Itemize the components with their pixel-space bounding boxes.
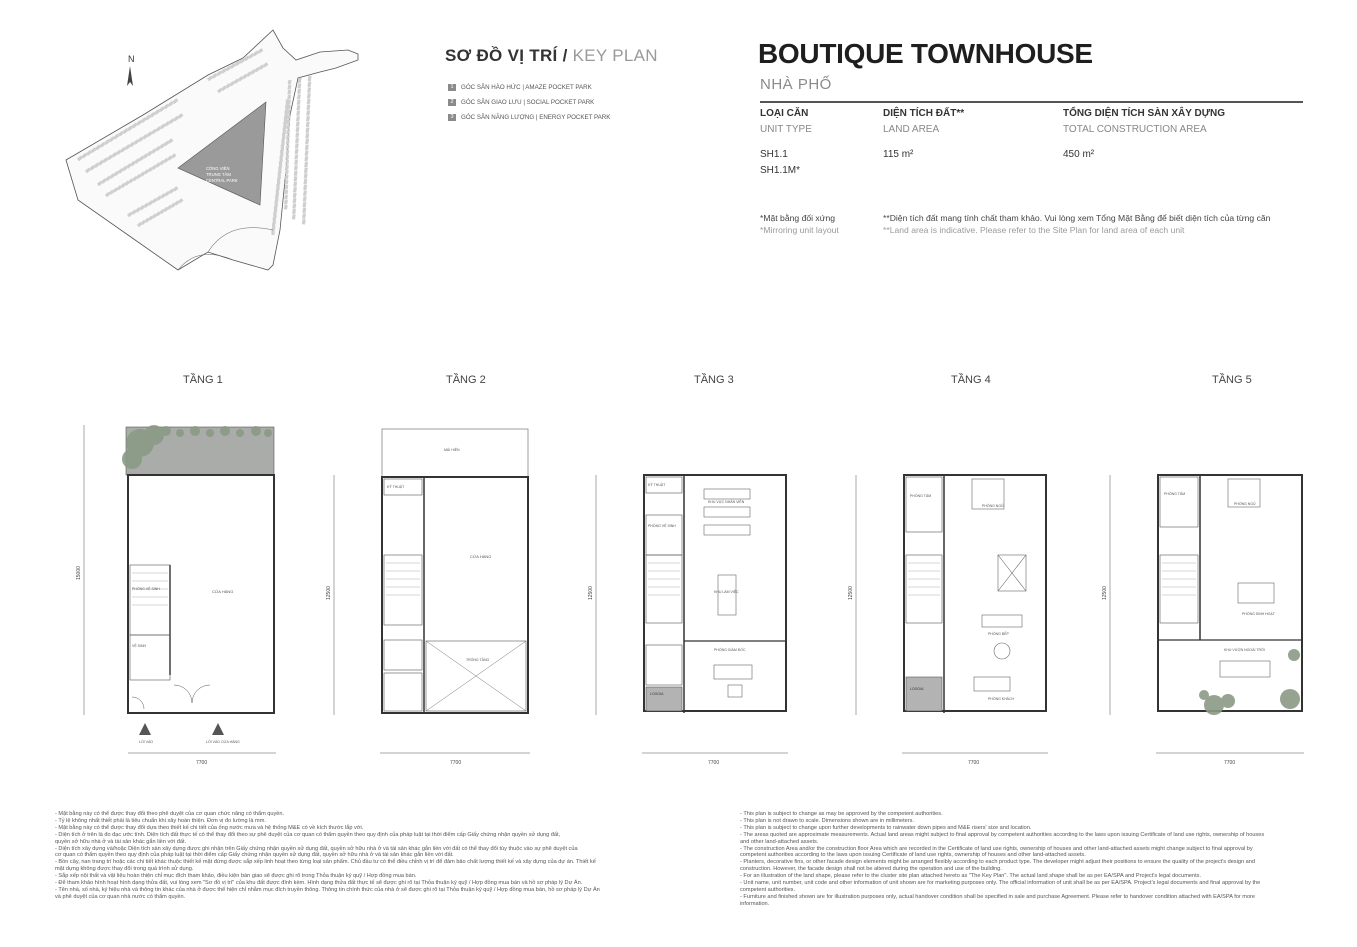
house-unit xyxy=(164,159,167,162)
disclaimer-line: cơ quan có thẩm quyền theo quy định của pháp luật tại thời điểm cấp Giấy chứng nhận quyền sử dụng đất, quyền sở hữu nhà ở và tài sản khác gắn liền với đất. xyxy=(55,852,454,859)
room-label-f5-living: PHÒNG SINH HOẠT xyxy=(1242,612,1275,616)
house-unit xyxy=(133,177,136,180)
house-unit xyxy=(306,156,307,161)
legend-item xyxy=(448,95,610,110)
house-unit xyxy=(157,164,160,167)
house-unit xyxy=(297,127,298,132)
floor-4-width-dim: 7700 xyxy=(968,760,980,766)
house-unit xyxy=(142,221,145,224)
house-unit xyxy=(295,187,296,192)
house-unit xyxy=(299,78,300,83)
house-unit xyxy=(264,63,268,66)
room-label-f4-bed: PHÒNG NGỦ xyxy=(982,504,1004,508)
room-label-f3-work: KHU LÀM VIỆC xyxy=(714,590,739,594)
house-unit xyxy=(306,145,307,150)
house-unit xyxy=(222,87,226,90)
disclaimer-line: - The construction Area and/or the construction floor Area which are recorded in the Certificate of land use rights, ownership of houses and other land-attached assets might change subject to final approval by xyxy=(740,845,1253,852)
house-unit xyxy=(306,151,307,156)
house-unit xyxy=(287,155,288,159)
house-unit xyxy=(110,191,113,194)
house-unit xyxy=(164,208,167,211)
disclaimer-line: và phê duyệt của cơ quan nhà nước có thẩm quyền. xyxy=(55,893,186,900)
house-unit xyxy=(149,168,152,171)
house-unit xyxy=(295,176,296,181)
house-unit xyxy=(288,130,289,134)
house-unit xyxy=(289,95,290,99)
house-unit xyxy=(288,115,289,119)
disclaimer-line: - For an illustration of the land shape, please refer to the cluster site plan attached hereto as "The Key Plan". The actual land shape shall be as per EA/SPA and Project's legal documents. xyxy=(740,873,1201,880)
house-unit xyxy=(287,140,288,144)
house-unit xyxy=(288,120,289,124)
house-unit xyxy=(125,182,128,185)
house-unit xyxy=(168,157,171,160)
disclaimer-line: construction. However, the facade design shall not be altered during the operation and use of the building. xyxy=(740,866,1002,873)
house-unit xyxy=(288,110,289,114)
house-unit xyxy=(161,194,165,197)
room-label-f3-loggia: LOGGIA xyxy=(650,692,664,696)
key-plan-legend xyxy=(448,80,610,125)
house-unit xyxy=(287,150,288,154)
house-unit xyxy=(298,100,299,105)
disclaimer-vietnamese xyxy=(55,811,655,901)
legend-item xyxy=(448,110,610,125)
house-unit xyxy=(304,208,305,213)
house-unit xyxy=(218,89,222,92)
floor-plan-2 xyxy=(320,415,540,775)
key-plan-title xyxy=(445,46,658,66)
room-label-f1-main: CỬA HÀNG xyxy=(212,589,234,594)
floor-2-width-dim: 7700 xyxy=(450,760,462,766)
house-unit xyxy=(297,138,298,143)
house-unit xyxy=(286,190,287,194)
floor-plan-5 xyxy=(1094,415,1314,775)
house-unit xyxy=(286,175,287,179)
house-unit xyxy=(303,219,304,224)
house-unit xyxy=(132,211,136,214)
house-unit xyxy=(239,77,243,80)
house-unit xyxy=(295,171,296,176)
house-unit xyxy=(304,196,305,201)
house-unit xyxy=(287,165,288,169)
disclaimer-line: - Bồn cây, nan trang trí hoặc các chi tiết khác thuộc thiết kế mặt đứng được sắp xếp linh hoạt theo từng loại sản phẩm. Chủ đầu tư có thể điều chỉnh vị trí để đảm bảo chất lượng thiết kế và xây dựng của dự án. Thiết kế xyxy=(55,859,596,866)
house-unit xyxy=(141,206,145,209)
land-area-heading-en: LAND AREA xyxy=(883,124,940,135)
construction-area-heading-en: TOTAL CONSTRUCTION AREA xyxy=(1063,124,1207,135)
room-label-f1-bed: PHÒNG VỆ SINH xyxy=(132,587,160,591)
house-unit xyxy=(308,116,309,121)
house-unit xyxy=(296,149,297,154)
unit-type-heading: LOẠI CĂN xyxy=(760,108,809,119)
mirror-note-en: *Mirroring unit layout xyxy=(760,225,839,235)
house-unit xyxy=(299,89,300,94)
house-unit xyxy=(157,197,161,200)
floor-1-depth-dim: 15000 xyxy=(76,566,82,580)
house-unit xyxy=(231,82,235,85)
house-unit xyxy=(289,85,290,89)
entry-label-1: LỐI VÀO xyxy=(139,740,154,744)
house-unit xyxy=(289,90,290,94)
house-unit xyxy=(118,186,121,189)
north-arrow-icon xyxy=(127,66,133,86)
entry-arrow-icon xyxy=(139,723,151,735)
legend-number: 3 xyxy=(448,114,456,121)
house-unit xyxy=(304,214,305,219)
room-label-f3-meeting: PHÒNG GIÁM ĐỐC xyxy=(714,648,746,652)
house-unit xyxy=(307,139,308,144)
central-park-label-3: CENTRAL PARK xyxy=(206,178,238,183)
house-unit xyxy=(308,110,309,115)
construction-area-value: 450 m² xyxy=(1063,149,1095,160)
disclaimer-line: - The areas quoted are approximate measurements. Actual land areas might subject to final approval by competent authorities according to the laws upon issuing Certificate of land use rights, ownership of houses xyxy=(740,831,1265,838)
house-unit xyxy=(153,215,156,218)
room-label-f5-bed: PHÒNG NGỦ xyxy=(1234,502,1256,506)
disclaimer-line: information. xyxy=(740,900,770,907)
house-unit xyxy=(157,212,160,215)
house-unit xyxy=(307,122,308,127)
floor-5-width-dim: 7700 xyxy=(1224,760,1236,766)
house-unit xyxy=(293,215,294,220)
house-unit xyxy=(129,179,132,182)
house-unit xyxy=(161,210,164,213)
room-label-f5-bath: PHÒNG TẮM xyxy=(1164,492,1186,496)
room-label-f4-living: PHÒNG KHÁCH xyxy=(988,697,1015,701)
house-unit xyxy=(295,165,296,170)
house-unit xyxy=(306,162,307,167)
north-label: N xyxy=(128,54,135,64)
house-unit xyxy=(296,154,297,159)
floor-plan-3 xyxy=(578,415,798,775)
house-unit xyxy=(307,133,308,138)
house-unit xyxy=(114,189,117,192)
house-unit xyxy=(172,204,175,207)
house-unit xyxy=(297,133,298,138)
disclaimer-line: - Planters, decorative fins, or other facade design elements might be arranged flexibly according to each product type. The developer might adjust their positions to ensure the quality of the project's design and xyxy=(740,859,1255,866)
house-unit xyxy=(305,173,306,178)
central-park-label-2: TRUNG TÂM xyxy=(206,172,231,177)
land-note-en: **Land area is indicative. Please refer to the Site Plan for land area of each unit xyxy=(883,225,1185,235)
house-unit xyxy=(289,80,290,84)
house-unit xyxy=(146,219,149,222)
house-unit xyxy=(308,105,309,110)
house-unit xyxy=(138,223,141,226)
house-unit xyxy=(251,70,255,73)
room-label-f3-tech: KỸ THUẬT xyxy=(648,483,666,487)
house-unit xyxy=(166,192,170,195)
house-unit xyxy=(136,208,140,211)
house-unit xyxy=(294,209,295,214)
unit-code-2: SH1.1M* xyxy=(760,165,801,176)
disclaimer-line: - This plan is subject to change upon further developments to rainwater down pipes and M&E risers' size and location. xyxy=(740,824,1032,831)
house-unit xyxy=(298,105,299,110)
house-unit xyxy=(137,175,140,178)
unit-code-1: SH1.1 xyxy=(760,149,788,160)
disclaimer-line: and other land-attached assets. xyxy=(740,838,819,845)
disclaimer-line: - This plan is subject to change as may be approved by the competent authorities. xyxy=(740,811,943,817)
legend-item xyxy=(448,80,610,95)
room-label-f2-balcony: MÁI HIÊN xyxy=(444,448,460,452)
house-unit xyxy=(287,160,288,164)
house-unit xyxy=(243,75,247,78)
disclaimer-line: quyền sở hữu nhà ở và tài sản khác gắn liền với đất. xyxy=(55,838,187,845)
house-unit xyxy=(309,87,310,92)
disclaimer-line: - Unit name, unit number, unit code and other information of unit shown are for marketing purposes only. The official information of unit shall be as per EA/SPA. Project's legal documents and final approval by the xyxy=(740,880,1261,887)
house-unit xyxy=(305,185,306,190)
house-unit xyxy=(308,99,309,104)
room-label-f1-wc: VỆ SINH xyxy=(132,644,147,648)
house-unit xyxy=(294,198,295,203)
floor-1-width-dim: 7700 xyxy=(196,760,208,766)
house-unit xyxy=(305,179,306,184)
floor-3-depth-dim: 12500 xyxy=(588,586,594,600)
floor-label-4: TẦNG 4 xyxy=(951,374,991,386)
disclaimer-line: - Diện tích xây dựng và/hoặc Diện tích sàn xây dựng được ghi nhận trên Giấy chứng nhận quyền sử dụng đất, quyền sở hữu nhà ở và tài sản khác gắn liền với đất có thể thay đổi tùy thuộc vào sự phê duyệt của xyxy=(55,845,578,852)
house-unit xyxy=(168,206,171,209)
house-unit xyxy=(294,204,295,209)
house-unit xyxy=(172,154,175,157)
house-unit xyxy=(153,166,156,169)
house-unit xyxy=(298,111,299,116)
house-unit xyxy=(260,66,264,69)
house-unit xyxy=(145,204,149,207)
house-unit xyxy=(285,205,286,209)
disclaimer-line: mặt dựng không được thay đổi trong quá trình sử dụng. xyxy=(55,866,194,873)
floor-plan-1 xyxy=(70,415,290,775)
house-unit xyxy=(298,94,299,99)
house-unit xyxy=(288,135,289,139)
house-unit xyxy=(122,184,125,187)
disclaimer-line: - Mặt bằng này có thể được thay đổi dựa theo thiết kế chi tiết của ống nước mưa và hệ thống M&E có về kích thước lắp với. xyxy=(55,824,364,831)
room-label-f2-main: CỬA HÀNG xyxy=(470,554,492,559)
house-unit xyxy=(286,180,287,184)
house-unit xyxy=(286,200,287,204)
house-unit xyxy=(287,145,288,149)
disclaimer-line: - Diện tích ở trên là đo đạc ước tính. Diện tích đất thực tế có thể thay đổi theo sự phê duyệt của cơ quan có thẩm quyền theo quy định của pháp luật tại thời điểm cấp Giấy chứng nhận quyền sử dụng đất, xyxy=(55,831,561,838)
room-label-f4-loggia: LOGGIA xyxy=(910,687,924,691)
room-label-f5-terrace: KHU VƯỜN NGOÀI TRỜI xyxy=(1224,648,1266,652)
legend-number: 1 xyxy=(448,84,456,91)
room-label-f2-void: TRỐNG TẦNG xyxy=(466,658,490,662)
house-unit xyxy=(128,213,132,216)
floor-label-3: TẦNG 3 xyxy=(694,374,734,386)
house-unit xyxy=(295,182,296,187)
disclaimer-line: - Tỷ lệ không nhất thiết phải là tiêu chuẩn khi xây hoàn thiện. Đơn vị đo lường là mm. xyxy=(55,817,266,824)
construction-area-heading: TỔNG DIỆN TÍCH SÀN XÂY DỰNG xyxy=(1063,108,1226,119)
floor-label-1: TẦNG 1 xyxy=(183,374,223,386)
legend-number: 2 xyxy=(448,99,456,106)
room-label-f2-tech: KỸ THUẬT xyxy=(387,485,405,489)
disclaimer-line: - Mặt bằng này có thể được thay đổi theo phê duyệt của cơ quan chức năng có thẩm quyền. xyxy=(55,811,285,817)
house-unit xyxy=(298,116,299,121)
house-unit xyxy=(160,161,163,164)
house-unit xyxy=(149,201,153,204)
floor-3-width-dim: 7700 xyxy=(708,760,720,766)
house-unit xyxy=(170,190,174,193)
disclaimer-line: - Tên nhà, số nhà, ký hiệu nhà và thông tin khác của nhà ở được thể hiện chỉ nhằm mục đích truyền thông. Thông tin chính thức của nhà ở sẽ được ghi rõ tại Thỏa thuận ký quỹ / Hợp đồng mua bán, hồ sơ pháp lý Dự Án xyxy=(55,886,600,893)
disclaimer-line: competent authorities according to the laws upon issuing Certificate of land use rights, ownership of houses and other land-attached assets. xyxy=(740,852,1086,859)
house-unit xyxy=(294,193,295,198)
house-unit xyxy=(296,160,297,165)
house-unit xyxy=(226,84,230,87)
house-unit xyxy=(288,125,289,129)
unit-type-heading-en: UNIT TYPE xyxy=(760,124,812,135)
land-note-vi: **Diện tích đất mang tính chất tham khảo. Vui lòng xem Tổng Mặt Bằng để biết diện tích của từng căn xyxy=(883,213,1271,223)
land-area-value: 115 m² xyxy=(883,149,914,160)
product-title: BOUTIQUE TOWNHOUSE xyxy=(758,38,1093,69)
house-unit xyxy=(305,191,306,196)
land-area-heading: DIỆN TÍCH ĐẤT** xyxy=(883,108,965,119)
key-plan-title-en: KEY PLAN xyxy=(572,46,658,65)
house-unit xyxy=(286,185,287,189)
house-unit xyxy=(308,93,309,98)
floor-4-depth-dim: 12500 xyxy=(848,586,854,600)
key-plan-map xyxy=(58,20,438,300)
house-unit xyxy=(256,68,260,71)
room-label-f3-office: KHU VỰC NHÂN VIÊN xyxy=(708,500,745,504)
entry-label-2: LỐI VÀO CỬA HÀNG xyxy=(206,740,240,744)
product-subtitle: NHÀ PHỐ xyxy=(760,76,832,93)
legend-text: GÓC SÂN GIAO LƯU | SOCIAL POCKET PARK xyxy=(461,99,595,106)
room-label-f3-wc: PHÒNG VỆ SINH xyxy=(648,524,676,528)
house-unit xyxy=(149,217,152,220)
entry-arrow-icon xyxy=(212,723,224,735)
roof-canopy xyxy=(382,429,528,477)
house-unit xyxy=(286,195,287,199)
house-unit xyxy=(176,202,179,205)
house-unit xyxy=(288,105,289,109)
floor-plan-4 xyxy=(838,415,1058,775)
disclaimer-line: - Sắp xếp nội thất và vật liệu hoàn thiện chỉ mục đích tham khảo, điều kiện bàn giao sẽ được ghi rõ trong Thỏa thuận ký quỹ / Hợp đồng mua bán. xyxy=(55,873,417,880)
floor-label-5: TẦNG 5 xyxy=(1212,374,1252,386)
floor-2-depth-dim: 12500 xyxy=(326,586,332,600)
disclaimer-line: - This plan is not drawn to scale. Dimensions shown are in millimeters. xyxy=(740,817,914,824)
key-plan-title-vi: SƠ ĐỒ VỊ TRÍ xyxy=(445,46,558,65)
disclaimer-line: competent authorities. xyxy=(740,886,796,893)
legend-text: GÓC SÂN NĂNG LƯỢNG | ENERGY POCKET PARK xyxy=(461,114,611,121)
house-unit xyxy=(307,128,308,133)
mirror-note-vi: *Mặt bằng đối xứng xyxy=(760,213,836,223)
house-unit xyxy=(145,170,148,173)
house-unit xyxy=(309,82,310,87)
house-unit xyxy=(297,122,298,127)
house-unit xyxy=(247,73,251,76)
house-unit xyxy=(235,80,239,83)
central-park-label-1: CÔNG VIÊN xyxy=(206,166,230,171)
house-unit xyxy=(299,83,300,88)
floor-label-2: TẦNG 2 xyxy=(446,374,486,386)
house-unit xyxy=(305,168,306,173)
house-unit xyxy=(153,199,157,202)
house-unit xyxy=(141,173,144,176)
house-unit xyxy=(106,193,109,196)
house-unit xyxy=(296,144,297,149)
house-unit xyxy=(304,202,305,207)
disclaimer-line: - Để tham khảo hình hoạt hình dạng thửa đất, vui lòng xem "Sơ đồ vị trí" của khu đất được đính kèm. Hình dạng thửa đất thực tế sẽ được ghi rõ tại Thỏa thuận ký quỹ / Hợp đồng mua bán và hồ sơ pháp lý Dự Án. xyxy=(55,880,583,887)
house-unit xyxy=(309,76,310,81)
house-unit xyxy=(286,170,287,174)
header-divider xyxy=(760,101,1303,103)
disclaimer-line: - Furniture and finished shown are for illustration purposes only, actual handover condition shall be specified in sale and purchase Agreement. Please refer to handover condition attached with EA/SPA for more xyxy=(740,893,1256,900)
room-label-f4-bath: PHÒNG TẮM xyxy=(910,494,932,498)
house-unit xyxy=(179,199,182,202)
house-unit xyxy=(174,187,178,190)
floor-5-depth-dim: 12500 xyxy=(1102,586,1108,600)
legend-text: GÓC SÂN HÀO HỨC | AMAZE POCKET PARK xyxy=(461,84,592,91)
disclaimer-english xyxy=(740,811,1320,908)
key-plan-title-sep: / xyxy=(557,46,573,65)
room-label-f4-kitchen: PHÒNG BẾP xyxy=(988,632,1009,636)
